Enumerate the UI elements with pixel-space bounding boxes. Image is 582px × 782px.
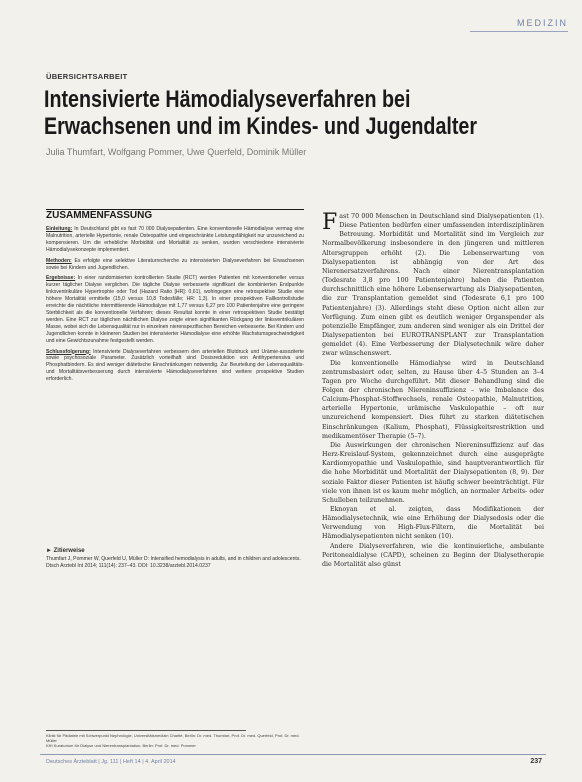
body-paragraph-2: Die konventionelle Hämodialyse wird in Deutschland zentrumsbasiert oder, selten, zu Hause über 4–5 Stunden an 3–4 Tagen pro Woche durchgeführt. Mit dieser Behandlung sind die Folgen der chronischen Niereninsuffizienz – wie Imbalance des Calcium-Phosphat-Stoffwechsels, renale Osteopathie, Malnutrition, arterielle Hypertonie, urämische Vaskulopathie – oft nur unzureichend kompensiert. Dies führt zu starken diätetischen Einschränkungen (Kalium, Phosphat), Flüssigkeitsrestriktion und medikamentöser Therapie (5–7). [322,359,544,440]
page-number: 237 [530,758,542,765]
body-paragraph-4: Eknoyan et al. zeigten, dass Modifikationen der Hämodialysetechnik, wie eine Erhöhung der Dialysedosis oder die Verwendung von High-Flux-Filtern, die Mortalität bei Hämodialysepatienten nicht senken (10). [322,506,544,541]
affiliation-2: KfH Kuratorium für Dialyse und Nierentransplantation, Berlin: Prof. Dr. med. Pommer [46,743,196,749]
summary-results [46,275,304,344]
summary-introduction-lead: Einleitung: [46,226,73,232]
body-column [322,212,544,569]
summary-methods-text: Es erfolgte eine selektive Literaturrecherche zu intensivierten Dialyseverfahren bei Erwachsenen sowie bei Kindern und Jugendlichen. [46,257,304,271]
summary-results-text: In einer randomisierten kontrollierten Studie (RCT) werden Patienten mit konventioneller versus kurzer täglicher Dialyse verglichen. Die tägliche Dialyse verbesserte signifikant die kombinierten Endpunkte linksventrikuläre Hypertrophie oder Tod (Hazard Ratio [HR]: 0,61), wohingegen eine retrospektive Studie eine höhere Mortalität ermittelte (15,0 versus 10,8 Todesfälle; HR: 1,3). In einer prospektiven Fallkontrollstudie erreichte die nächtliche intermittierende Hämodialyse mit 1,77 versus 6,27 pro 100 Patientenjahre eine geringere Sterblichkeit als die konventionelle Verfahren; dieses Resultat konnte in einer retrospektiven Studie bestätigt werden. Eine RCT zur täglichen nächtlichen Dialyse zeigte einen signifikanten Rückgang der linksventrikulären Masse, wobei sich die Lebensqualität nur in einzelnen nierenspezifischen Bereichen verbesserte. Bei Kindern und Jugendlichen konnte in kleineren Studien bei intensivierter Hämodialyse eine erhöhte Wachstumsgeschwindigkeit und eine Gewichtszunahme festgestellt werden. [46,275,304,344]
citation-box [46,548,304,570]
drop-cap: F [322,210,338,235]
section-rule [470,31,568,32]
title-line-1: Intensivierte Hämodialyseverfahren bei [44,86,411,113]
body-paragraph-1 [322,212,544,359]
affiliations [46,733,306,749]
article-kicker: ÜBERSICHTSARBEIT [46,72,128,81]
affiliation-1: Klinik für Pädiatrie mit Schwerpunkt Nephrologie, Universitätsmedizin Charité, Berlin: Dr. med. Thumfart, Prof. Dr. med. Querfeld, Prof. Dr. med. Müller [46,733,300,744]
body-paragraph-1-text: ast 70 000 Menschen in Deutschland sind Dialysepatienten (1). Diese Patienten bedürfen einer umfassenden interdisziplinären Betreuung. Morbidität und Mortalität sind im Vergleich zur Normalbevölkerung insbesondere in den jüngeren und mittleren Altersgruppen erhöht (2). Die Lebenserwartung von Dialysepatienten ist abhängig von der Art des Nierenersatzverfahrens. Nach einer Nierentransplantation (Todesrate 3,8 pro 100 Patientenjahre) haben die Patienten durchschnittlich eine höhere Lebenserwartung als Dialysepatienten, die zur Transplantation gemeldet sind (Todesrate 6,1 pro 100 Patientenjahre) (3). Allerdings steht diese Option nicht allen zur Verfügung. Zum einen gibt es deutlich weniger Organspender als potenzielle Empfänger, zum anderen sind weniger als ein Drittel der Dialysepatienten bei EUROTRANSPLANT zur Transplantation gemeldet (4). Eine Verbesserung der Dialysetechnik wäre daher zwar wünschenswert. [322,213,544,358]
article-authors: Julia Thumfart, Wolfgang Pommer, Uwe Querfeld, Dominik Müller [46,147,307,157]
journal-footer: Deutsches Ärzteblatt | Jg. 111 | Heft 14 | 4. April 2014 [46,759,176,765]
summary-column [46,210,304,387]
summary-results-lead: Ergebnisse: [46,275,76,282]
summary-conclusion-lead: Schlussfolgerung: [46,348,91,355]
title-line-2: Erwachsenen und im Kindes- und Jugendalter [44,113,478,140]
body-paragraph-3: Die Auswirkungen der chronischen Niereninsuffizienz auf das Herz-Kreislauf-System, gekennzeichnet durch eine ausgeprägte Kardiomyopathie und Vaskulopathie, sind hauptverantwortlich für die hohe Morbidität und Mortalität der Dialysepatienten (8, 9). Der soziale Faktor dieser Patienten ist häufig schwer beeinträchtigt. Für viele von ihnen ist es kaum mehr möglich, an normaler Arbeits- oder Schulleben teilzunehmen. [322,441,544,504]
summary-conclusion [46,349,304,384]
citation-heading: ► Zitierweise [46,548,85,554]
summary-introduction [46,226,304,254]
footer-rule [40,754,546,755]
summary-methods-lead: Methoden: [46,257,72,264]
summary-conclusion-text: Intensivierte Dialyseverfahren verbessern den arteriellen Blutdruck und Urämie-assoziierte sowie psychosoziale Parameter. Zusätzlich vorteilhaft sind Dosisreduktion von Antihypertensiva und Phosphatbindern. Es sind weniger diätetische Einschränkungen notwendig. Zur Beurteilung der Lebensqualitäts- und Mortalitätsverbesserung durch intensivierte Hämodialyseverfahren sind weitere prospektive Studien erforderlich. [46,348,304,383]
section-tag: MEDIZIN [517,18,568,28]
article-title [44,86,544,140]
body-paragraph-5: Andere Dialyseverfahren, wie die kontinuierliche, ambulante Peritonealdialyse (CAPD), scheinen zu Beginn der Dialysetherapie die Mortalität also günst [322,542,544,568]
footnote-rule [46,730,246,731]
summary-introduction-text: In Deutschland gibt es fast 70 000 Dialysepatienten. Eine konventionelle Hämodialyse vermag eine Malnutrition, arterielle Hypertonie, renale Osteopathie und eingeschränkte Leistungsfähigkeit nur unzureichend zu kompensieren. Um die erhebliche Morbidität und Mortalität zu senken, wurden verschiedene intensivierte Hämodialysekonzepte implementiert. [46,226,304,253]
summary-methods [46,258,304,272]
citation-text: Thumfart J, Pommer W, Querfeld U, Müller D: Intensified hemodialysis in adults, and in children and adolescents. Dtsch Arztebl Int 2014; 111(14): 237–43. DOI: 10.3238/arztebl.2014.0237 [46,555,301,569]
summary-heading: ZUSAMMENFASSUNG [46,210,153,221]
